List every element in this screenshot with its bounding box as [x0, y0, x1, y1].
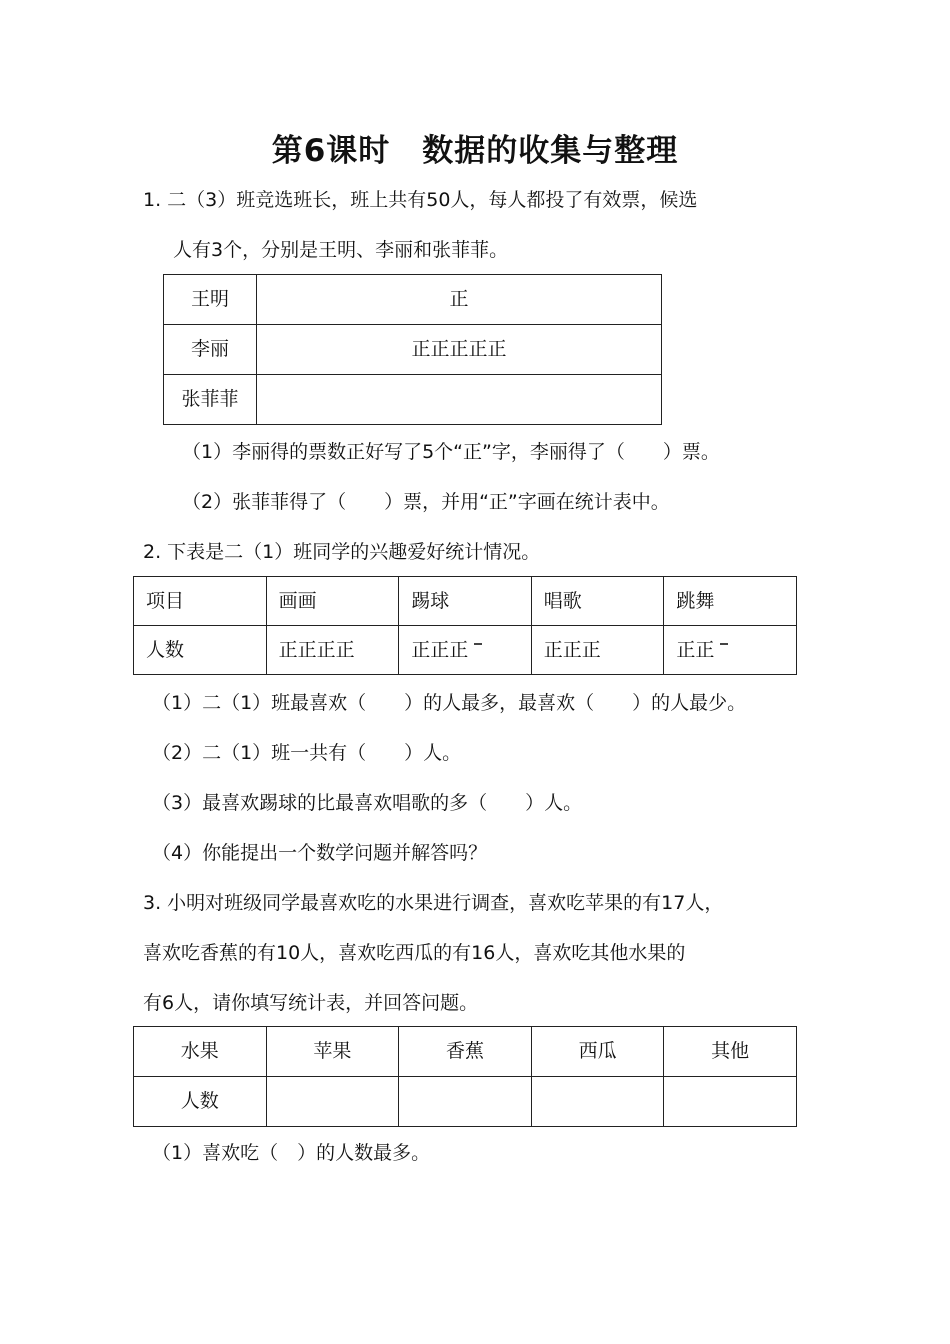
tally-cell: [664, 626, 797, 675]
tally-cell: 正正正正正: [257, 325, 662, 375]
header-cell: 画画: [266, 577, 399, 626]
q3-text-line1: 3. 小明对班级同学最喜欢吃的水果进行调查，喜欢吃苹果的有17人，: [143, 892, 724, 914]
table-row: [134, 626, 797, 675]
table-row: [164, 275, 662, 325]
partial-tally-mark: [474, 643, 482, 645]
header-cell: 唱歌: [531, 577, 664, 626]
tally-text: 正正: [676, 638, 715, 661]
q1-text-line1: 1. 二（3）班竞选班长，班上共有50人，每人都投了有效票，候选: [143, 189, 698, 211]
table-row: [164, 375, 662, 425]
q3-text-line2: 喜欢吃香蕉的有10人，喜欢吃西瓜的有16人，喜欢吃其他水果的: [143, 942, 686, 964]
q2-sub1: （1）二（1）班最喜欢（ ）的人最多，最喜欢（ ）的人最少。: [152, 692, 747, 714]
header-cell: 水果: [134, 1027, 267, 1077]
q2-sub3: （3）最喜欢踢球的比最喜欢唱歌的多（ ）人。: [152, 792, 583, 814]
candidate-name: 张菲菲: [164, 375, 257, 425]
tally-cell: 正: [257, 275, 662, 325]
candidate-name: 王明: [164, 275, 257, 325]
table-row: [164, 325, 662, 375]
q1-sub1: （1）李丽得的票数正好写了5个“正”字，李丽得了（ ）票。: [182, 441, 720, 463]
blank-cell: [531, 1077, 664, 1127]
header-cell: 香蕉: [399, 1027, 532, 1077]
blank-cell: [664, 1077, 797, 1127]
header-cell: 踢球: [399, 577, 532, 626]
row-label: 人数: [134, 626, 267, 675]
table-row: [134, 1077, 797, 1127]
tally-cell: 正正正: [531, 626, 664, 675]
blank-cell: [266, 1077, 399, 1127]
header-cell: 西瓜: [531, 1027, 664, 1077]
tally-cell: 正正正正: [266, 626, 399, 675]
fruit-stats-table: [133, 1026, 797, 1127]
header-cell: 苹果: [266, 1027, 399, 1077]
hobby-stats-table: [133, 576, 797, 675]
tally-cell: [399, 626, 532, 675]
q3-text-line3: 有6人，请你填写统计表，并回答问题。: [143, 992, 479, 1014]
header-cell: 项目: [134, 577, 267, 626]
q2-text: 2. 下表是二（1）班同学的兴趣爱好统计情况。: [143, 541, 541, 563]
vote-tally-table: [163, 274, 662, 425]
page-title: 第6课时 数据的收集与整理: [271, 133, 679, 169]
candidate-name: 李丽: [164, 325, 257, 375]
table-row: [134, 577, 797, 626]
partial-tally-mark: [720, 643, 728, 645]
q2-sub2: （2）二（1）班一共有（ ）人。: [152, 742, 462, 764]
tally-cell: [257, 375, 662, 425]
q3-sub1: （1）喜欢吃（ ）的人数最多。: [152, 1142, 431, 1164]
q1-text-line2: 人有3个，分别是王明、李丽和张菲菲。: [173, 239, 509, 261]
blank-cell: [399, 1077, 532, 1127]
tally-text: 正正正: [411, 638, 469, 661]
q1-sub2: （2）张菲菲得了（ ）票，并用“正”字画在统计表中。: [182, 491, 670, 513]
row-label: 人数: [134, 1077, 267, 1127]
q2-sub4: （4）你能提出一个数学问题并解答吗？: [152, 842, 488, 864]
header-cell: 其他: [664, 1027, 797, 1077]
table-row: [134, 1027, 797, 1077]
header-cell: 跳舞: [664, 577, 797, 626]
